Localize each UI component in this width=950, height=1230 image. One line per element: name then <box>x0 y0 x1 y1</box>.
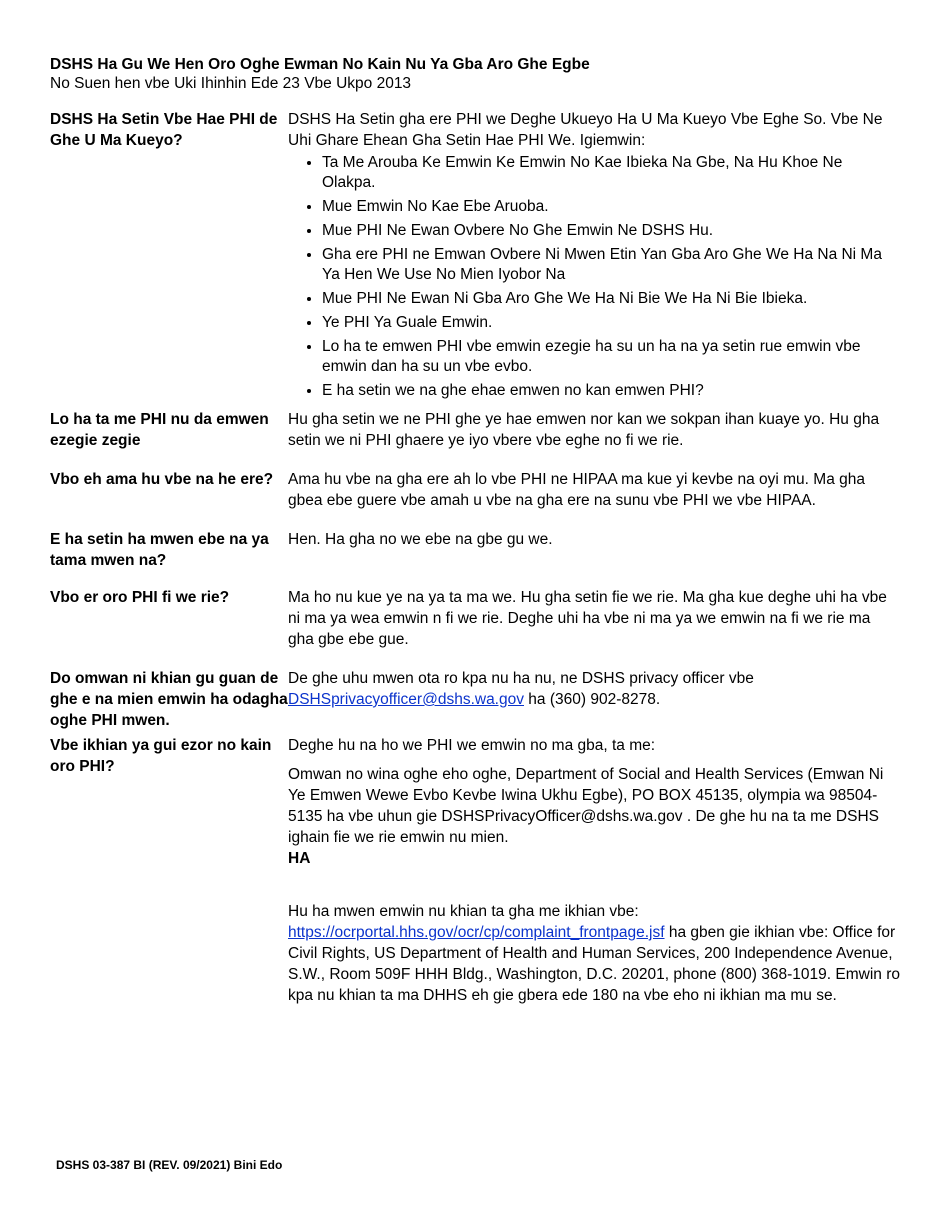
section-row <box>50 409 900 451</box>
section-question: Vbo er oro PHI fi we rie? <box>50 589 230 606</box>
form-id-footer: DSHS 03-387 BI (REV. 09/2021) Bini Edo <box>56 1158 283 1172</box>
section-question: E ha setin ha mwen ebe na ya tama mwen na? <box>50 531 269 569</box>
section-answer: Hen. Ha gha no we ebe na gbe gu we. <box>288 531 553 548</box>
section-question: Lo ha ta me PHI nu da emwen ezegie zegie <box>50 411 269 449</box>
section-question: Vbe ikhian ya gui ezor no kain oro PHI? <box>50 737 272 775</box>
section-row <box>50 735 900 1006</box>
section-answer: Ma ho nu kue ye na ya ta ma we. Hu gha setin fie we rie. Ma gha kue deghe uhi ha vbe ni ma ya wea emwin n fi we rie. Deghe uhi ha vbe ni ma ya we emwin na fi we rie ma gha gbe ebe gue. <box>288 589 887 648</box>
section-row <box>50 668 900 731</box>
ocr-complaint-link[interactable]: https://ocrportal.hhs.gov/ocr/cp/complaint_frontpage.jsf <box>288 924 665 941</box>
section-question: Vbo eh ama hu vbe na he ere? <box>50 471 274 488</box>
privacy-email-link[interactable]: DSHSprivacyofficer@dshs.wa.gov <box>288 691 524 708</box>
section-answer: Ama hu vbe na gha ere ah lo vbe PHI ne HIPAA ma kue yi kevbe na oyi mu. Ma gha gbea ebe guere vbe amah u vbe na gha ere na sunu vbe PHI we vbe HIPAA. <box>288 471 865 509</box>
list-item: • Mue PHI Ne Ewan Ovbere No Ghe Emwin Ne DSHS Hu. <box>322 221 900 241</box>
section-row <box>50 109 900 405</box>
or-heading: HA <box>288 850 311 867</box>
section-row <box>50 469 900 511</box>
section-question: Do omwan ni khian gu guan de ghe e na mien emwin ha odagha oghe PHI mwen. <box>50 670 288 729</box>
answer-line: Deghe hu na ho we PHI we emwin no ma gba, ta me: <box>288 737 656 754</box>
document-page <box>50 55 900 1006</box>
list-item: • Mue Emwin No Kae Ebe Aruoba. <box>322 197 900 217</box>
section-answer <box>288 735 900 1006</box>
answer-text: ha (360) 902-8278. <box>523 691 661 708</box>
list-item: • Ta Me Arouba Ke Emwin Ke Emwin No Kae Ibieka Na Gbe, Na Hu Khoe Ne Olakpa. <box>322 153 900 193</box>
answer-paragraph: Omwan no wina oghe eho oghe, Department of Social and Health Services (Emwan Ni Ye Emwen Wewe Evbo Kevbe Iwina Ukhu Egbe), PO BOX 45135, olympia wa 98504-5135 ha vbe uhun gie DSHSPrivacyOfficer@dshs.wa.gov . De ghe hu na ta me DSHS ighain fie we rie emwin nu mien. <box>288 766 884 846</box>
list-item: • E ha setin we na ghe ehae emwen no kan emwen PHI? <box>322 381 900 401</box>
answer-paragraph <box>288 901 900 1006</box>
document-title: DSHS Ha Gu We Hen Oro Oghe Ewman No Kain Nu Ya Gba Aro Ghe Egbe <box>50 56 590 73</box>
answer-text: Hu ha mwen emwin nu khian ta gha me ikhian vbe: <box>288 903 639 920</box>
bullet-list <box>288 153 900 401</box>
section-row <box>50 587 900 650</box>
list-item: • Gha ere PHI ne Emwan Ovbere Ni Mwen Etin Yan Gba Aro Ghe We Ha Na Ni Ma Ya Hen We Use No Mien Iyobor Na <box>322 245 900 285</box>
list-item: • Ye PHI Ya Guale Emwin. <box>322 313 900 333</box>
document-subtitle: No Suen hen vbe Uki Ihinhin Ede 23 Vbe Ukpo 2013 <box>50 75 412 92</box>
answer-text: ha gben gie ikhian vbe: Office for Civil Rights, US Department of Health and Human Services, 200 Independence Avenue, S.W., Room 509F HHH Bldg., Washington, D.C. 20201, phone (800) 368-1019. Emwin ro kpa nu khian ta ma DHHS eh gie gbera ede 180 na vbe eho ni ikhian ma mu se. <box>288 924 900 1004</box>
section-question: DSHS Ha Setin Vbe Hae PHI de Ghe U Ma Kueyo? <box>50 111 278 149</box>
answer-text: De ghe uhu mwen ota ro kpa nu ha nu, ne DSHS privacy officer vbe <box>288 670 754 687</box>
section-answer: Hu gha setin we ne PHI ghe ye hae emwen nor kan we sokpan ihan kuaye yo. Hu gha setin we ni PHI ghaere ye iyo vbere vbe eghe no fi we rie. <box>288 411 880 449</box>
list-item: • Lo ha te emwen PHI vbe emwin ezegie ha su un ha na ya setin rue emwin vbe emwin dan ha su un vbe evbo. <box>322 337 900 377</box>
section-row <box>50 529 900 571</box>
section-answer <box>288 668 900 731</box>
section-answer <box>288 109 900 405</box>
answer-intro: DSHS Ha Setin gha ere PHI we Deghe Ukueyo Ha U Ma Kueyo Vbe Eghe So. Vbe Ne Uhi Ghare Ehean Gha Setin Hae PHI We. Igiemwin: <box>288 111 883 149</box>
list-item: • Mue PHI Ne Ewan Ni Gba Aro Ghe We Ha Ni Bie We Ha Ni Bie Ibieka. <box>322 289 900 309</box>
